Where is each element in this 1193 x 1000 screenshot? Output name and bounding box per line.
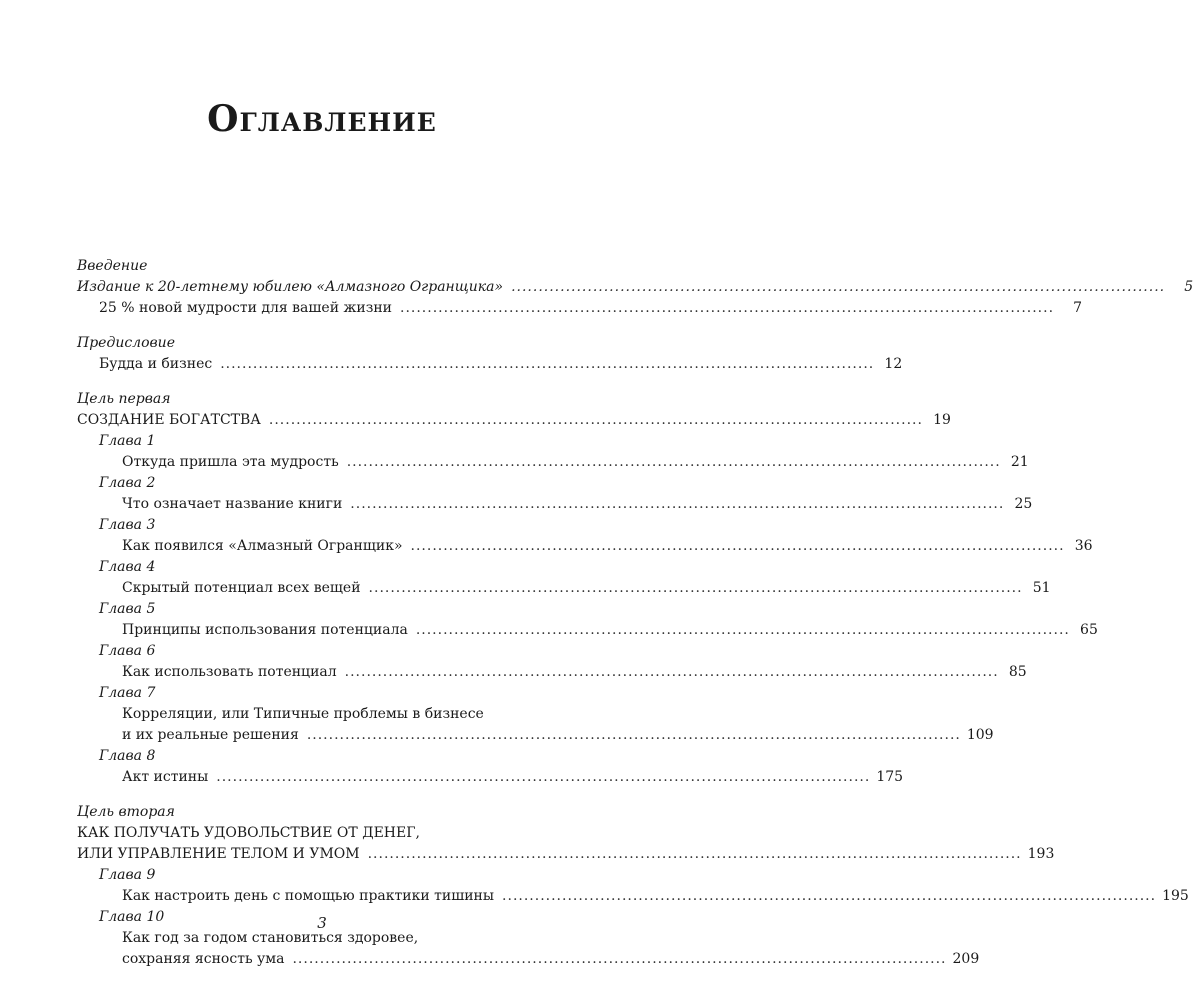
leader-dots: ........................................................................................................................: [220, 356, 875, 372]
leader-dots: ........................................................................................................................: [346, 454, 1001, 470]
chapter-label: Глава 10: [99, 909, 165, 925]
chapter-label: Глава 4: [99, 559, 156, 575]
entry-page: 5: [1184, 279, 1193, 295]
leader-dots: ........................................................................................................................: [415, 622, 1070, 638]
toc-entry[interactable]: [77, 410, 951, 431]
section-label-intro: Введение: [77, 258, 148, 274]
toc-entry[interactable]: [77, 620, 1098, 641]
leader-dots: ........................................................................................................................: [511, 279, 1166, 295]
leader-dots: ........................................................................................................................: [292, 951, 947, 967]
toc-entry[interactable]: [77, 767, 904, 788]
toc-entry[interactable]: [77, 844, 1055, 865]
part-title: СОЗДАНИЕ БОГАТСТВА: [77, 412, 261, 428]
entry-title: Издание к 20-летнему юбилею «Алмазного Огранщика»: [77, 279, 504, 295]
toc-entry[interactable]: [77, 277, 1193, 298]
entry-page: 36: [1074, 538, 1093, 554]
section-label-preface: Предисловие: [77, 335, 175, 351]
page-title: Оглавление: [207, 98, 437, 140]
chapter-label: Глава 2: [99, 475, 156, 491]
entry-title: сохраняя ясность ума: [122, 951, 285, 967]
toc-entry[interactable]: [77, 662, 1027, 683]
toc-entry[interactable]: [77, 298, 1083, 319]
leader-dots: ........................................................................................................................: [306, 727, 961, 743]
toc-entry[interactable]: [77, 452, 1029, 473]
leader-dots: ........................................................................................................................: [216, 769, 871, 785]
toc-entry[interactable]: [77, 494, 1033, 515]
entry-page: 193: [1027, 846, 1055, 862]
entry-title: Что означает название книги: [122, 496, 343, 512]
entry-title: 25 % новой мудрости для вашей жизни: [99, 300, 392, 316]
leader-dots: ........................................................................................................................: [502, 888, 1157, 904]
section-label-goal2: Цель вторая: [77, 804, 175, 820]
toc-entry[interactable]: [77, 354, 903, 375]
entry-page: 65: [1080, 622, 1098, 638]
chapter-label: Глава 7: [99, 685, 156, 701]
entry-page: 209: [952, 951, 980, 967]
chapter-label: Глава 8: [99, 748, 156, 764]
chapter-label: Глава 1: [99, 433, 156, 449]
toc-entry[interactable]: [77, 725, 994, 746]
chapter-label: Глава 5: [99, 601, 156, 617]
leader-dots: ........................................................................................................................: [410, 538, 1065, 554]
toc-entry[interactable]: [77, 536, 1093, 557]
entry-title-line: Корреляции, или Типичные проблемы в бизнесе: [122, 706, 484, 722]
entry-title: Как появился «Алмазный Огранщик»: [122, 538, 403, 554]
chapter-label: Глава 9: [99, 867, 156, 883]
chapter-label: Глава 6: [99, 643, 156, 659]
leader-dots: ........................................................................................................................: [268, 412, 923, 428]
entry-page: 175: [876, 769, 904, 785]
entry-title-line: Как год за годом становиться здоровее,: [122, 930, 419, 946]
entry-page: 195: [1162, 888, 1189, 904]
leader-dots: ........................................................................................................................: [367, 846, 1022, 862]
leader-dots: ........................................................................................................................: [368, 580, 1023, 596]
entry-page: 85: [1008, 664, 1027, 680]
leader-dots: ........................................................................................................................: [400, 300, 1055, 316]
toc-entry[interactable]: [77, 949, 980, 970]
entry-title: Откуда пришла эта мудрость: [122, 454, 339, 470]
entry-title: Принципы использования потенциала: [122, 622, 408, 638]
toc-entry[interactable]: [77, 578, 1051, 599]
section-label-goal1: Цель первая: [77, 391, 171, 407]
entry-title: Скрытый потенциал всех вещей: [122, 580, 361, 596]
entry-page: 12: [884, 356, 903, 372]
table-of-contents: [77, 256, 1193, 970]
chapter-label: Глава 3: [99, 517, 156, 533]
entry-page: 51: [1032, 580, 1051, 596]
page-number: 3: [317, 914, 327, 932]
entry-title: и их реальные решения: [122, 727, 299, 743]
part-title-line: КАК ПОЛУЧАТЬ УДОВОЛЬСТВИЕ ОТ ДЕНЕГ,: [77, 825, 420, 841]
part-title: ИЛИ УПРАВЛЕНИЕ ТЕЛОМ И УМОМ: [77, 846, 360, 862]
entry-page: 21: [1010, 454, 1029, 470]
entry-page: 19: [933, 412, 951, 428]
toc-entry[interactable]: [77, 886, 1189, 907]
entry-page: 25: [1014, 496, 1033, 512]
entry-title: Акт истины: [122, 769, 209, 785]
entry-title: Будда и бизнес: [99, 356, 213, 372]
entry-title: Как использовать потенциал: [122, 664, 337, 680]
leader-dots: ........................................................................................................................: [350, 496, 1005, 512]
entry-title: Как настроить день с помощью практики тишины: [122, 888, 495, 904]
leader-dots: ........................................................................................................................: [344, 664, 999, 680]
entry-page: 109: [966, 727, 994, 743]
entry-page: 7: [1073, 300, 1083, 316]
